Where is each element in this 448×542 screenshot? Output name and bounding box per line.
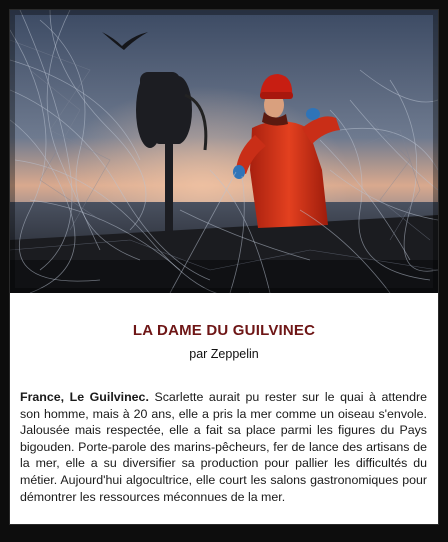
article-body (20, 389, 427, 505)
article-body-text: Scarlette aurait pu rester sur le quai à attendre son homme, mais à 20 ans, elle a pris la mer comme un oiseau s'envole. Jalousée mais respectée, elle a fait sa place parmi les figures du Pays bigouden. Porte-parole des marins-pêcheurs, fer de lance des artisans de la mer, elle a su diversifier sa production pour pallier les difficultés du métier. Aujourd'hui algocultrice, elle court les salons gastronomiques pour démontrer les ressources méconnues de la mer. (20, 390, 427, 504)
article-location: France, Le Guilvinec. (20, 390, 149, 404)
article-card (10, 10, 438, 524)
article-title: LA DAME DU GUILVINEC (132, 322, 316, 339)
fisherwoman-scene-image (10, 10, 438, 293)
article-photo (10, 10, 438, 293)
article-byline: par Zeppelin (189, 347, 259, 361)
